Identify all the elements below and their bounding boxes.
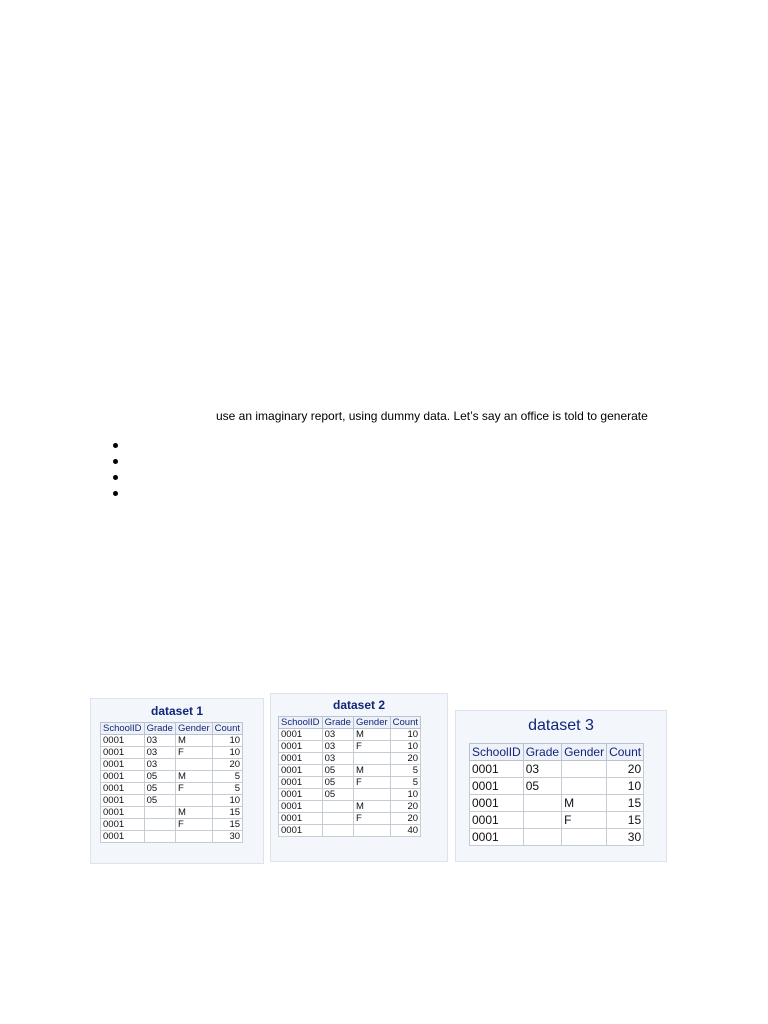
- cell-schoolid: 0001: [279, 765, 323, 777]
- cell-count: 15: [607, 795, 644, 812]
- cell-schoolid: 0001: [470, 829, 524, 846]
- cell-count: 15: [212, 807, 242, 819]
- table-row: [279, 789, 421, 801]
- cell-gender: M: [562, 795, 607, 812]
- cell-grade: 03: [144, 735, 175, 747]
- cell-grade: [144, 807, 175, 819]
- table-row: [101, 807, 243, 819]
- table-row: [279, 753, 421, 765]
- cell-count: 20: [212, 759, 242, 771]
- cell-count: 20: [390, 801, 420, 813]
- table-row: [470, 795, 644, 812]
- cell-schoolid: 0001: [101, 747, 145, 759]
- table-row: [470, 778, 644, 795]
- table-row: [101, 783, 243, 795]
- cell-schoolid: 0001: [279, 777, 323, 789]
- cell-gender: [353, 789, 390, 801]
- column-header-count: Count: [607, 744, 644, 761]
- table-row: [279, 729, 421, 741]
- table-row: [101, 735, 243, 747]
- cell-gender: [562, 761, 607, 778]
- table-header-row: [470, 744, 644, 761]
- cell-grade: [523, 829, 561, 846]
- table-header-row: [279, 717, 421, 729]
- cell-grade: 03: [322, 741, 353, 753]
- table-row: [279, 825, 421, 837]
- cell-grade: 05: [322, 777, 353, 789]
- dataset-1-panel: [90, 698, 264, 864]
- cell-grade: 05: [322, 765, 353, 777]
- cell-gender: F: [175, 747, 212, 759]
- cell-grade: [322, 825, 353, 837]
- cell-schoolid: 0001: [279, 741, 323, 753]
- bullet-item-3: [113, 470, 133, 486]
- cell-count: 10: [212, 747, 242, 759]
- cell-grade: 05: [144, 771, 175, 783]
- column-header-schoolid: SchoolID: [470, 744, 524, 761]
- column-header-count: Count: [212, 723, 242, 735]
- cell-count: 20: [607, 761, 644, 778]
- column-header-grade: Grade: [523, 744, 561, 761]
- cell-gender: [562, 778, 607, 795]
- cell-count: 20: [390, 753, 420, 765]
- column-header-count: Count: [390, 717, 420, 729]
- table-row: [101, 747, 243, 759]
- intro-text: use an imaginary report, using dummy data. Let’s say an office is told to generate: [216, 409, 648, 423]
- cell-count: 10: [212, 735, 242, 747]
- table-row: [470, 829, 644, 846]
- cell-schoolid: 0001: [279, 825, 323, 837]
- table-row: [279, 801, 421, 813]
- dataset-2-title: dataset 2: [332, 698, 386, 712]
- bullet-item-2: [113, 454, 133, 470]
- bullet-item-4: [113, 486, 133, 502]
- cell-grade: 03: [144, 747, 175, 759]
- cell-count: 40: [390, 825, 420, 837]
- cell-schoolid: 0001: [101, 783, 145, 795]
- column-header-schoolid: SchoolID: [279, 717, 323, 729]
- cell-schoolid: 0001: [279, 729, 323, 741]
- dataset-3-table: [469, 743, 644, 846]
- cell-gender: F: [353, 813, 390, 825]
- cell-gender: M: [353, 801, 390, 813]
- cell-count: 5: [390, 777, 420, 789]
- table-row: [101, 831, 243, 843]
- cell-schoolid: 0001: [470, 778, 524, 795]
- cell-count: 10: [607, 778, 644, 795]
- cell-grade: 05: [523, 778, 561, 795]
- dataset-1-table: [100, 722, 243, 843]
- cell-schoolid: 0001: [101, 759, 145, 771]
- cell-grade: [144, 819, 175, 831]
- cell-schoolid: 0001: [470, 795, 524, 812]
- cell-count: 30: [607, 829, 644, 846]
- cell-gender: M: [353, 765, 390, 777]
- table-row: [279, 777, 421, 789]
- cell-schoolid: 0001: [470, 761, 524, 778]
- cell-schoolid: 0001: [279, 801, 323, 813]
- table-row: [279, 765, 421, 777]
- bullet-item-1: [113, 438, 133, 454]
- cell-grade: [322, 801, 353, 813]
- dataset-1-title: dataset 1: [150, 704, 204, 718]
- cell-schoolid: 0001: [470, 812, 524, 829]
- cell-count: 10: [390, 741, 420, 753]
- cell-count: 15: [212, 819, 242, 831]
- table-header-row: [101, 723, 243, 735]
- cell-gender: M: [175, 771, 212, 783]
- cell-schoolid: 0001: [279, 813, 323, 825]
- cell-grade: 03: [144, 759, 175, 771]
- cell-grade: 03: [523, 761, 561, 778]
- cell-grade: 03: [322, 753, 353, 765]
- cell-gender: [562, 829, 607, 846]
- cell-schoolid: 0001: [279, 753, 323, 765]
- cell-grade: 05: [322, 789, 353, 801]
- cell-gender: [175, 795, 212, 807]
- cell-count: 30: [212, 831, 242, 843]
- cell-grade: [144, 831, 175, 843]
- cell-gender: [175, 759, 212, 771]
- cell-gender: F: [353, 741, 390, 753]
- cell-count: 5: [212, 771, 242, 783]
- table-row: [101, 771, 243, 783]
- cell-schoolid: 0001: [279, 789, 323, 801]
- cell-gender: M: [175, 735, 212, 747]
- cell-count: 10: [212, 795, 242, 807]
- dataset-2-table: [278, 716, 421, 837]
- column-header-grade: Grade: [144, 723, 175, 735]
- cell-gender: [175, 831, 212, 843]
- cell-grade: 05: [144, 783, 175, 795]
- table-row: [279, 813, 421, 825]
- cell-count: 5: [212, 783, 242, 795]
- column-header-gender: Gender: [175, 723, 212, 735]
- cell-schoolid: 0001: [101, 831, 145, 843]
- cell-schoolid: 0001: [101, 795, 145, 807]
- cell-count: 20: [390, 813, 420, 825]
- dataset-2-panel: [270, 693, 448, 862]
- dataset-3-title: dataset 3: [528, 717, 594, 734]
- dataset-3-panel: [455, 710, 667, 862]
- cell-count: 15: [607, 812, 644, 829]
- cell-gender: [353, 825, 390, 837]
- table-row: [101, 795, 243, 807]
- cell-gender: F: [562, 812, 607, 829]
- cell-gender: M: [353, 729, 390, 741]
- cell-schoolid: 0001: [101, 771, 145, 783]
- table-row: [279, 741, 421, 753]
- cell-gender: M: [175, 807, 212, 819]
- cell-schoolid: 0001: [101, 735, 145, 747]
- bullet-list: [113, 438, 133, 502]
- cell-grade: [523, 812, 561, 829]
- table-row: [101, 819, 243, 831]
- cell-grade: [322, 813, 353, 825]
- column-header-gender: Gender: [353, 717, 390, 729]
- cell-count: 10: [390, 729, 420, 741]
- cell-gender: F: [175, 819, 212, 831]
- table-row: [470, 812, 644, 829]
- cell-grade: [523, 795, 561, 812]
- table-row: [101, 759, 243, 771]
- cell-schoolid: 0001: [101, 819, 145, 831]
- cell-gender: [353, 753, 390, 765]
- column-header-grade: Grade: [322, 717, 353, 729]
- cell-schoolid: 0001: [101, 807, 145, 819]
- cell-grade: 03: [322, 729, 353, 741]
- table-row: [470, 761, 644, 778]
- cell-grade: 05: [144, 795, 175, 807]
- column-header-gender: Gender: [562, 744, 607, 761]
- cell-count: 5: [390, 765, 420, 777]
- cell-gender: F: [353, 777, 390, 789]
- cell-gender: F: [175, 783, 212, 795]
- column-header-schoolid: SchoolID: [101, 723, 145, 735]
- cell-count: 10: [390, 789, 420, 801]
